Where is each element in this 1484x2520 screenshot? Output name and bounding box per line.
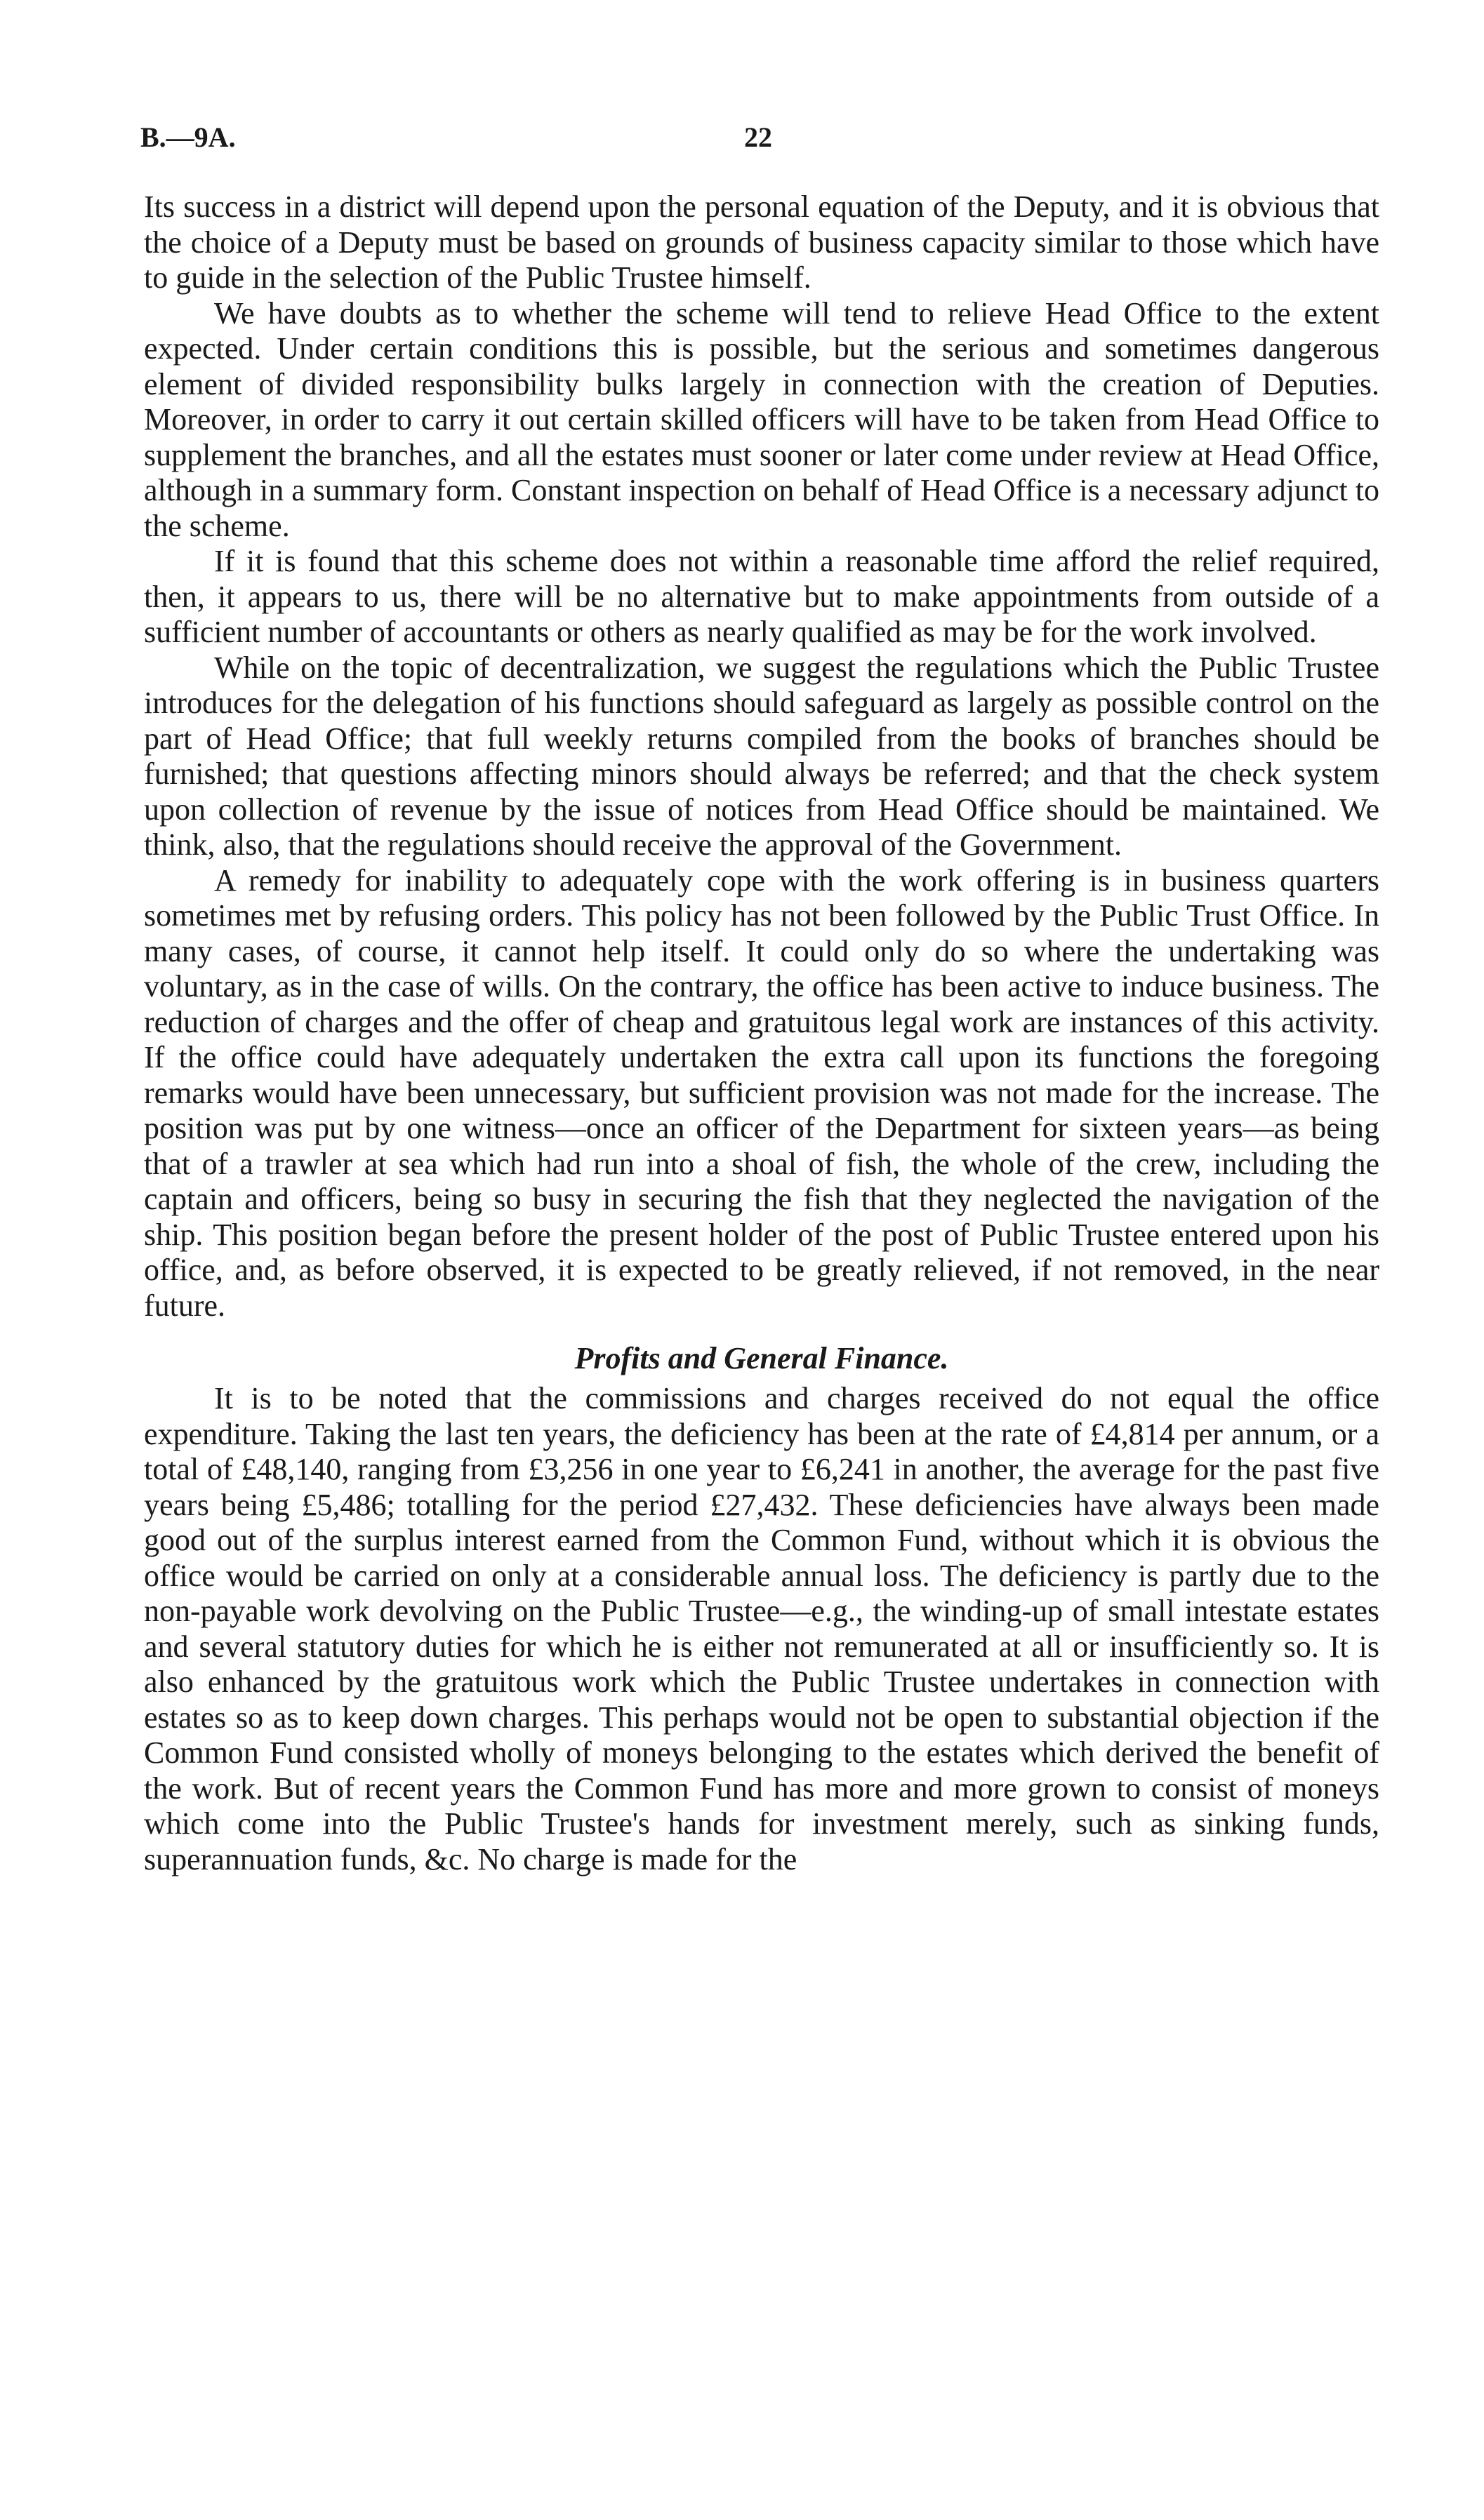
- body-text: [144, 189, 1379, 1877]
- paragraph: While on the topic of decentralization, we suggest the regulations which the Public Trustee introduces for the delegation of his functions should safeguard as largely as possible control on the part of Head Office; that full weekly returns compiled from the books of branches should be furnished; that questions affecting minors should always be referred; and that the check system upon collection of revenue by the issue of notices from Head Office should be maintained. We think, also, that the regulations should receive the approval of the Government.: [144, 650, 1379, 862]
- document-reference: B.—9A.: [140, 121, 236, 153]
- page-header: [140, 121, 1376, 163]
- paragraph: If it is found that this scheme does not within a reasonable time afford the relief required, then, it appears to us, there will be no alternative but to make appointments from outside of a sufficient number of accountants or others as nearly qualified as may be for the work involved.: [144, 544, 1379, 649]
- section-heading: Profits and General Finance.: [574, 1341, 949, 1375]
- paragraph: Its success in a district will depend upon the personal equation of the Deputy, and it is obvious that the choice of a Deputy must be based on grounds of business capacity similar to those which have to guide in the selection of the Public Trustee himself.: [144, 189, 1379, 295]
- page-number: 22: [744, 121, 772, 153]
- paragraph: It is to be noted that the commissions and charges received do not equal the office expenditure. Taking the last ten years, the deficiency has been at the rate of £4,814 per annum, or a total of £48,140, ranging from £3,256 in one year to £6,241 in another, the average for the past five years being £5,486; totalling for the period £27,432. These deficiencies have always been made good out of the surplus interest earned from the Common Fund, without which it is obvious the office would be carried on only at a considerable annual loss. The deficiency is partly due to the non-payable work devolving on the Public Trustee—e.g., the winding-up of small intestate estates and several statutory duties for which he is either not remunerated at all or insufficiently so. It is also enhanced by the gratuitous work which the Public Trustee undertakes in connection with estates so as to keep down charges. This perhaps would not be open to substantial objection if the Common Fund consisted wholly of moneys belonging to the estates which derived the benefit of the work. But of recent years the Common Fund has more and more grown to consist of moneys which come into the Public Trustee's hands for investment merely, such as sinking funds, superannuation funds, &c. No charge is made for the: [144, 1381, 1379, 1876]
- paragraph: We have doubts as to whether the scheme will tend to relieve Head Office to the extent expected. Under certain conditions this is possible, but the serious and sometimes dangerous element of divided responsibility bulks largely in connection with the creation of Deputies. Moreover, in order to carry it out certain skilled officers will have to be taken from Head Office to supplement the branches, and all the estates must sooner or later come under review at Head Office, although in a summary form. Constant inspection on behalf of Head Office is a necessary adjunct to the scheme.: [144, 295, 1379, 543]
- paragraph: A remedy for inability to adequately cope with the work offering is in business quarters sometimes met by refusing orders. This policy has not been followed by the Public Trust Office. In many cases, of course, it cannot help itself. It could only do so where the undertaking was voluntary, as in the case of wills. On the contrary, the office has been active to induce business. The reduction of charges and the offer of cheap and gratuitous legal work are instances of this activity. If the office could have adequately undertaken the extra call upon its functions the foregoing remarks would have been unnecessary, but sufficient provision was not made for the increase. The position was put by one witness—once an officer of the Department for sixteen years—as being that of a trawler at sea which had run into a shoal of fish, the whole of the crew, including the captain and officers, being so busy in securing the fish that they neglected the navigation of the ship. This position began before the present holder of the post of Public Trustee entered upon his office, and, as before observed, it is expected to be greatly relieved, if not removed, in the near future.: [144, 862, 1379, 1323]
